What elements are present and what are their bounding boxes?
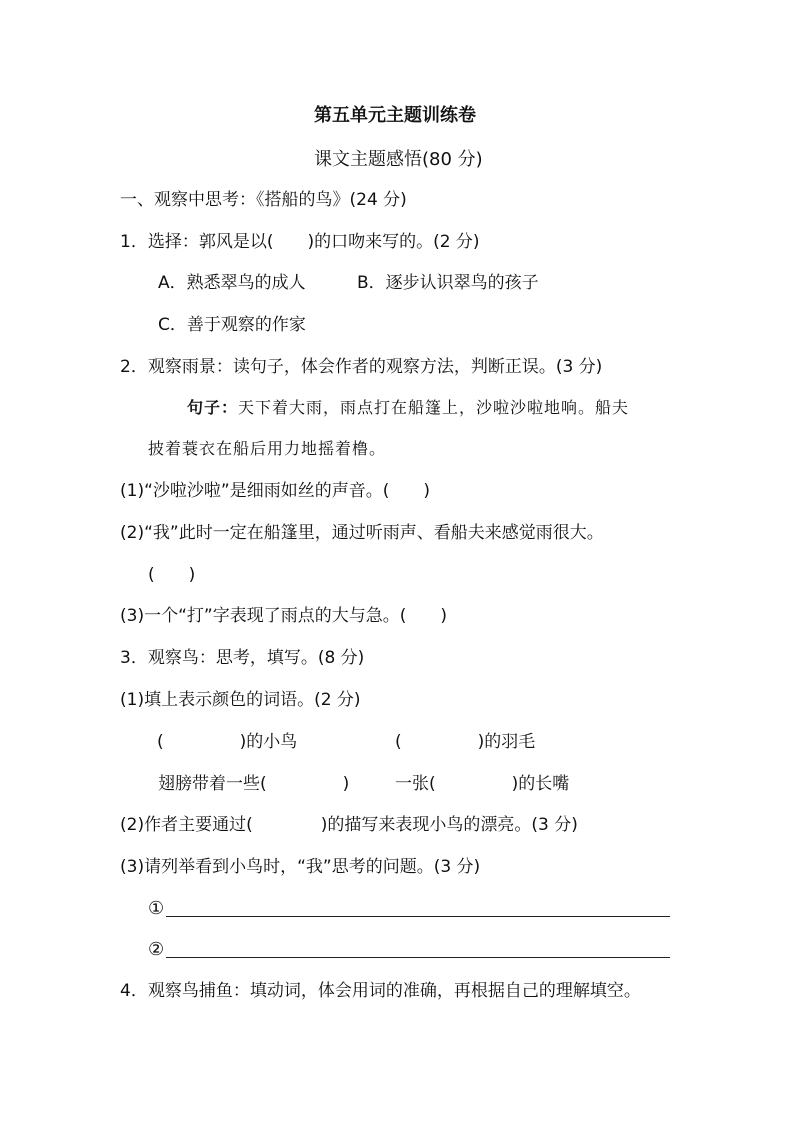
q2-item-1-close: ) bbox=[423, 481, 430, 501]
q1-stem-after: )的口吻来写的。(2 分) bbox=[307, 232, 480, 252]
blank-close: ) bbox=[342, 774, 350, 794]
sentence-label: 句子： bbox=[187, 398, 239, 417]
answer-line-1-marker: ① bbox=[148, 898, 165, 918]
q2-sentence-line-1 bbox=[187, 397, 629, 419]
q3-sub1-stem: (1)填上表示颜色的词语。(2 分) bbox=[120, 690, 361, 710]
q2-item-1 bbox=[120, 480, 430, 502]
q3-blank-bird bbox=[157, 731, 297, 753]
blank-after: )的长嘴 bbox=[511, 774, 570, 794]
q1-option-a[interactable]: A．熟悉翠鸟的成人 bbox=[158, 273, 306, 293]
blank-after: )的羽毛 bbox=[477, 732, 536, 752]
section-heading: 一、观察中思考：《搭船的鸟》(24 分) bbox=[120, 190, 407, 210]
q2-item-3-close: ) bbox=[440, 606, 447, 626]
q3-sub2 bbox=[120, 814, 578, 836]
sentence-text: 天下着大雨，雨点打在船篷上，沙啦沙啦地响。船夫 bbox=[238, 398, 630, 417]
q1-option-b[interactable]: B．逐步认识翠鸟的孩子 bbox=[357, 273, 539, 293]
subtitle: 课文主题感悟(80 分) bbox=[314, 149, 483, 170]
q3-blank-beak bbox=[395, 773, 569, 795]
q2-sentence-line-2: 披着蓑衣在船后用力地摇着橹。 bbox=[148, 439, 387, 458]
answer-line-1[interactable] bbox=[166, 916, 670, 917]
q2-item-2-close: ) bbox=[188, 565, 196, 585]
question-3-stem: 3．观察鸟：思考，填写。(8 分) bbox=[120, 648, 365, 668]
blank-open: ( bbox=[157, 732, 164, 752]
blank-after: )的小鸟 bbox=[239, 732, 298, 752]
q2-item-2: (2)“我”此时一定在船篷里，通过听雨声、看船夫来感觉雨很大。 bbox=[120, 523, 604, 543]
question-1-stem bbox=[120, 231, 480, 253]
question-4-stem: 4．观察鸟捕鱼：填动词，体会用词的准确，再根据自己的理解填空。 bbox=[120, 981, 641, 1001]
question-2-stem: 2．观察雨景：读句子，体会作者的观察方法，判断正误。(3 分) bbox=[120, 357, 603, 377]
blank-before: 一张( bbox=[395, 774, 436, 794]
q1-stem-before: 1．选择：郭风是以( bbox=[120, 232, 274, 252]
q2-item-1-text: (1)“沙啦沙啦”是细雨如丝的声音。( bbox=[120, 481, 390, 501]
q3-sub2-after: )的描写来表现小鸟的漂亮。(3 分) bbox=[320, 815, 578, 835]
answer-line-2[interactable] bbox=[166, 957, 670, 958]
q2-item-2-answer bbox=[148, 564, 195, 586]
q3-blank-wing bbox=[158, 773, 349, 795]
q1-option-c[interactable]: C．善于观察的作家 bbox=[158, 315, 306, 335]
page-title: 第五单元主题训练卷 bbox=[314, 105, 476, 126]
q3-blank-feather bbox=[395, 731, 535, 753]
blank-open: ( bbox=[395, 732, 402, 752]
q3-sub2-before: (2)作者主要通过( bbox=[120, 815, 253, 835]
blank-before: 翅膀带着一些( bbox=[158, 774, 267, 794]
q3-sub3-stem: (3)请列举看到小鸟时，“我”思考的问题。(3 分) bbox=[120, 857, 481, 877]
answer-line-2-marker: ② bbox=[148, 939, 165, 959]
q2-item-3 bbox=[120, 605, 447, 627]
q2-item-3-text: (3)一个“打”字表现了雨点的大与急。( bbox=[120, 606, 407, 626]
q2-item-2-open: ( bbox=[148, 565, 155, 585]
